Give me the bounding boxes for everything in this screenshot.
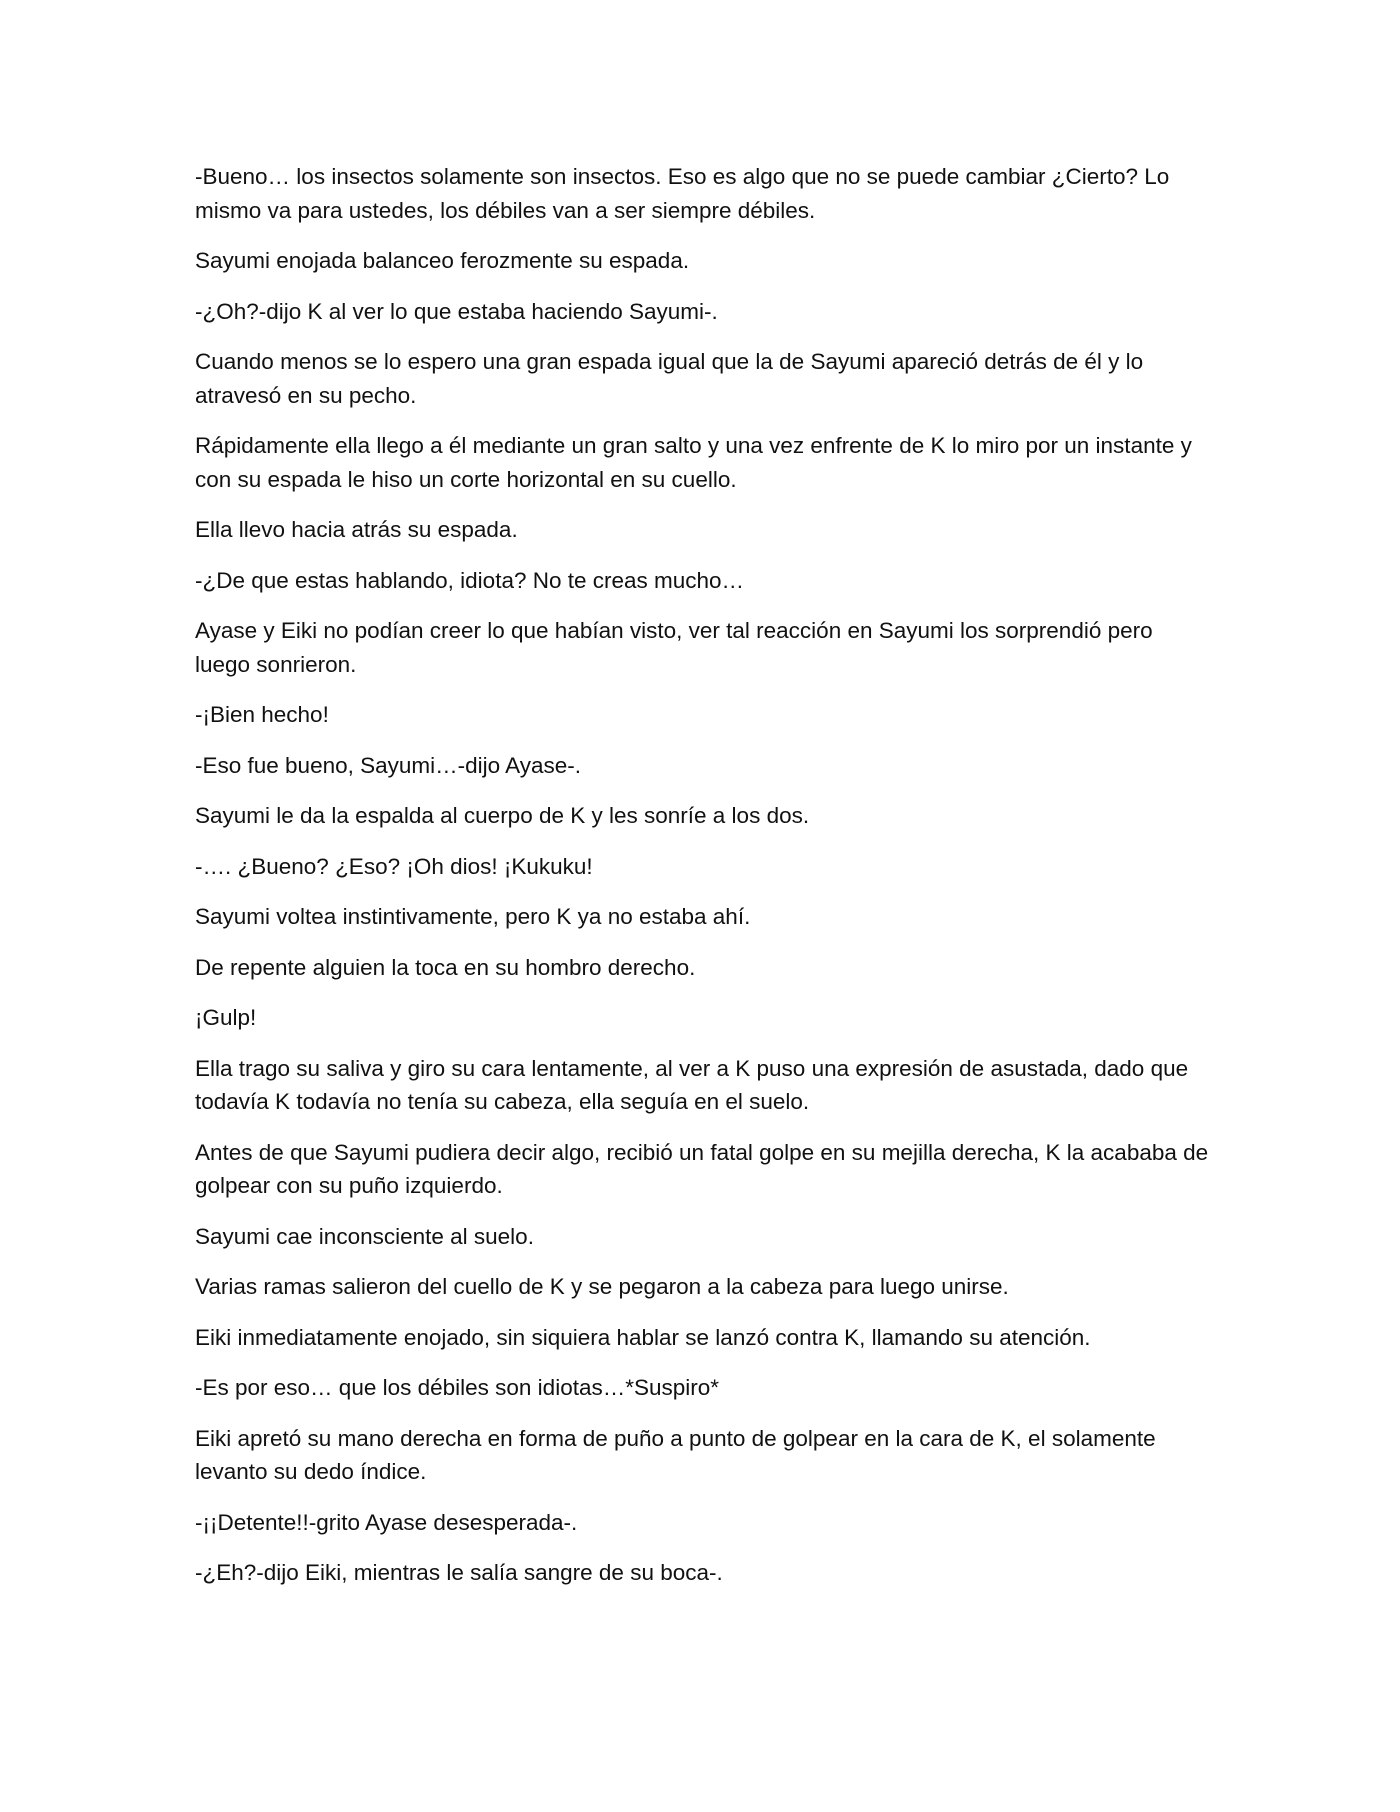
paragraph: -Es por eso… que los débiles son idiotas…*Suspiro* [195,1375,720,1400]
paragraph: Sayumi enojada balanceo ferozmente su espada. [195,248,690,273]
paragraph: Cuando menos se lo espero una gran espada igual que la de Sayumi apareció detrás de él y lo atravesó en su pecho. [195,349,1144,408]
paragraph: Sayumi voltea instintivamente, pero K ya no estaba ahí. [195,904,751,929]
paragraph: -¿Oh?-dijo K al ver lo que estaba haciendo Sayumi-. [195,298,718,324]
paragraph: Sayumi le da la espalda al cuerpo de K y les sonríe a los dos. [195,803,810,828]
paragraph: -¿Eh?-dijo Eiki, mientras le salía sangre de su boca-. [195,1560,723,1585]
paragraph: Ella trago su saliva y giro su cara lentamente, al ver a K puso una expresión de asustada, dado que todavía K todavía no tenía su cabeza, ella seguía en el suelo. [195,1055,1189,1114]
paragraph: -¡¡Detente!!-grito Ayase desesperada-. [195,1509,578,1535]
paragraph: Ayase y Eiki no podían creer lo que habían visto, ver tal reacción en Sayumi los sorprendió pero luego sonrieron. [195,618,1153,677]
paragraph: Sayumi cae inconsciente al suelo. [195,1223,534,1249]
paragraph: Varias ramas salieron del cuello de K y se pegaron a la cabeza para luego unirse. [195,1274,1009,1299]
paragraph: ¡Gulp! [195,1005,257,1030]
paragraph: Ella llevo hacia atrás su espada. [195,517,518,542]
paragraph: Eiki inmediatamente enojado, sin siquiera hablar se lanzó contra K, llamando su atención. [195,1324,1091,1350]
paragraph: -Eso fue bueno, Sayumi…-dijo Ayase-. [195,752,582,778]
paragraph: -…. ¿Bueno? ¿Eso? ¡Oh dios! ¡Kukuku! [195,853,593,879]
paragraph: Rápidamente ella llego a él mediante un gran salto y una vez enfrente de K lo miro por un instante y con su espada le hiso un corte horizontal en su cuello. [195,433,1192,492]
paragraph: De repente alguien la toca en su hombro derecho. [195,954,696,980]
document-body [195,160,1210,1607]
paragraph: -¡Bien hecho! [195,702,329,727]
paragraph: -Bueno… los insectos solamente son insectos. Eso es algo que no se puede cambiar ¿Cierto? Lo mismo va para ustedes, los débiles van a ser siempre débiles. [195,164,1170,223]
paragraph: Antes de que Sayumi pudiera decir algo, recibió un fatal golpe en su mejilla derecha, K la acababa de golpear con su puño izquierdo. [195,1139,1209,1198]
paragraph: Eiki apretó su mano derecha en forma de puño a punto de golpear en la cara de K, el solamente levanto su dedo índice. [195,1425,1156,1484]
paragraph: -¿De que estas hablando, idiota? No te creas mucho… [195,567,745,593]
